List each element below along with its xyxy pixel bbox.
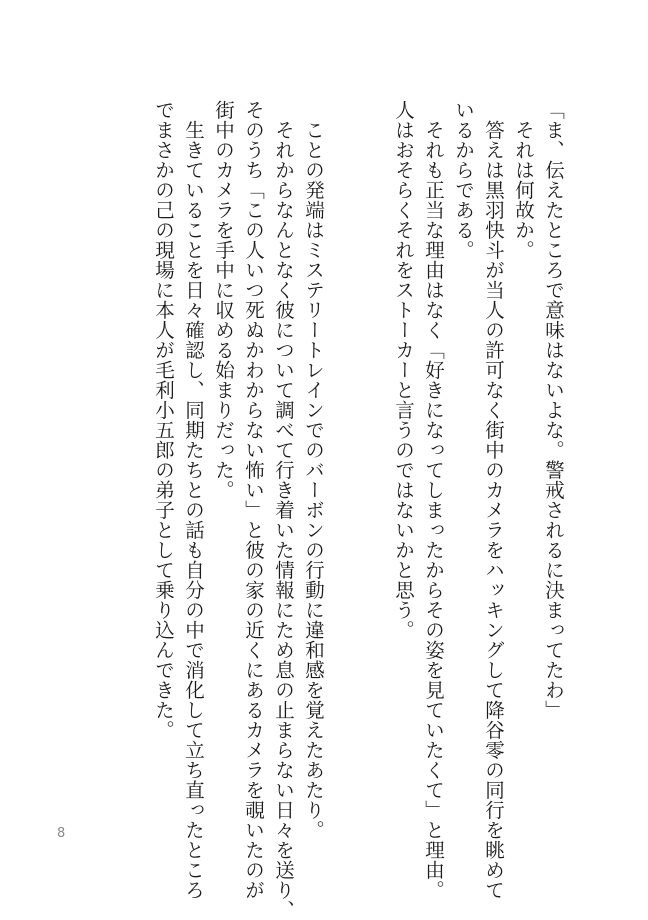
- text-line: それも正当な理由はなく「好きになってしまったからその姿を見ていたくて」と理由。: [422, 100, 445, 900]
- text-line: ことの発端はミステリートレインでのバーボンの行動に違和感を覚えたあたり。: [302, 100, 325, 840]
- vertical-text-body: [148, 100, 568, 920]
- page-number: 8: [57, 826, 66, 841]
- paragraph-break: [328, 100, 388, 660]
- text-line: でまさかの己の現場に本人が毛利小五郎の弟子として乗り込んできた。: [152, 100, 175, 740]
- text-line: 答えは黒羽快斗が当人の許可なく街中のカメラをハッキングして降谷零の同行を眺めて: [482, 100, 505, 900]
- text-line: そのうち「この人いつ死ぬかわからない怖い」と彼の家の近くにあるカメラを覗いたのが: [242, 100, 265, 900]
- text-line: 街中のカメラを手中に収める始まりだった。: [212, 100, 235, 500]
- text-line: いるからである。: [452, 100, 475, 260]
- text-line: それは何故か。: [512, 100, 535, 260]
- text-line: 生きていることを日々確認し、同期たちとの話も自分の中で消化して立ち直ったところ: [182, 100, 205, 900]
- text-line: 「ま、伝えたところで意味はないよな。警戒されるに決まってたわ」: [542, 100, 565, 720]
- text-line: 人はおそらくそれをストーカーと言うのではないかと思う。: [392, 100, 415, 640]
- text-line: それからなんとなく彼について調べて行き着いた情報にため息の止まらない日々を送り、: [272, 100, 295, 920]
